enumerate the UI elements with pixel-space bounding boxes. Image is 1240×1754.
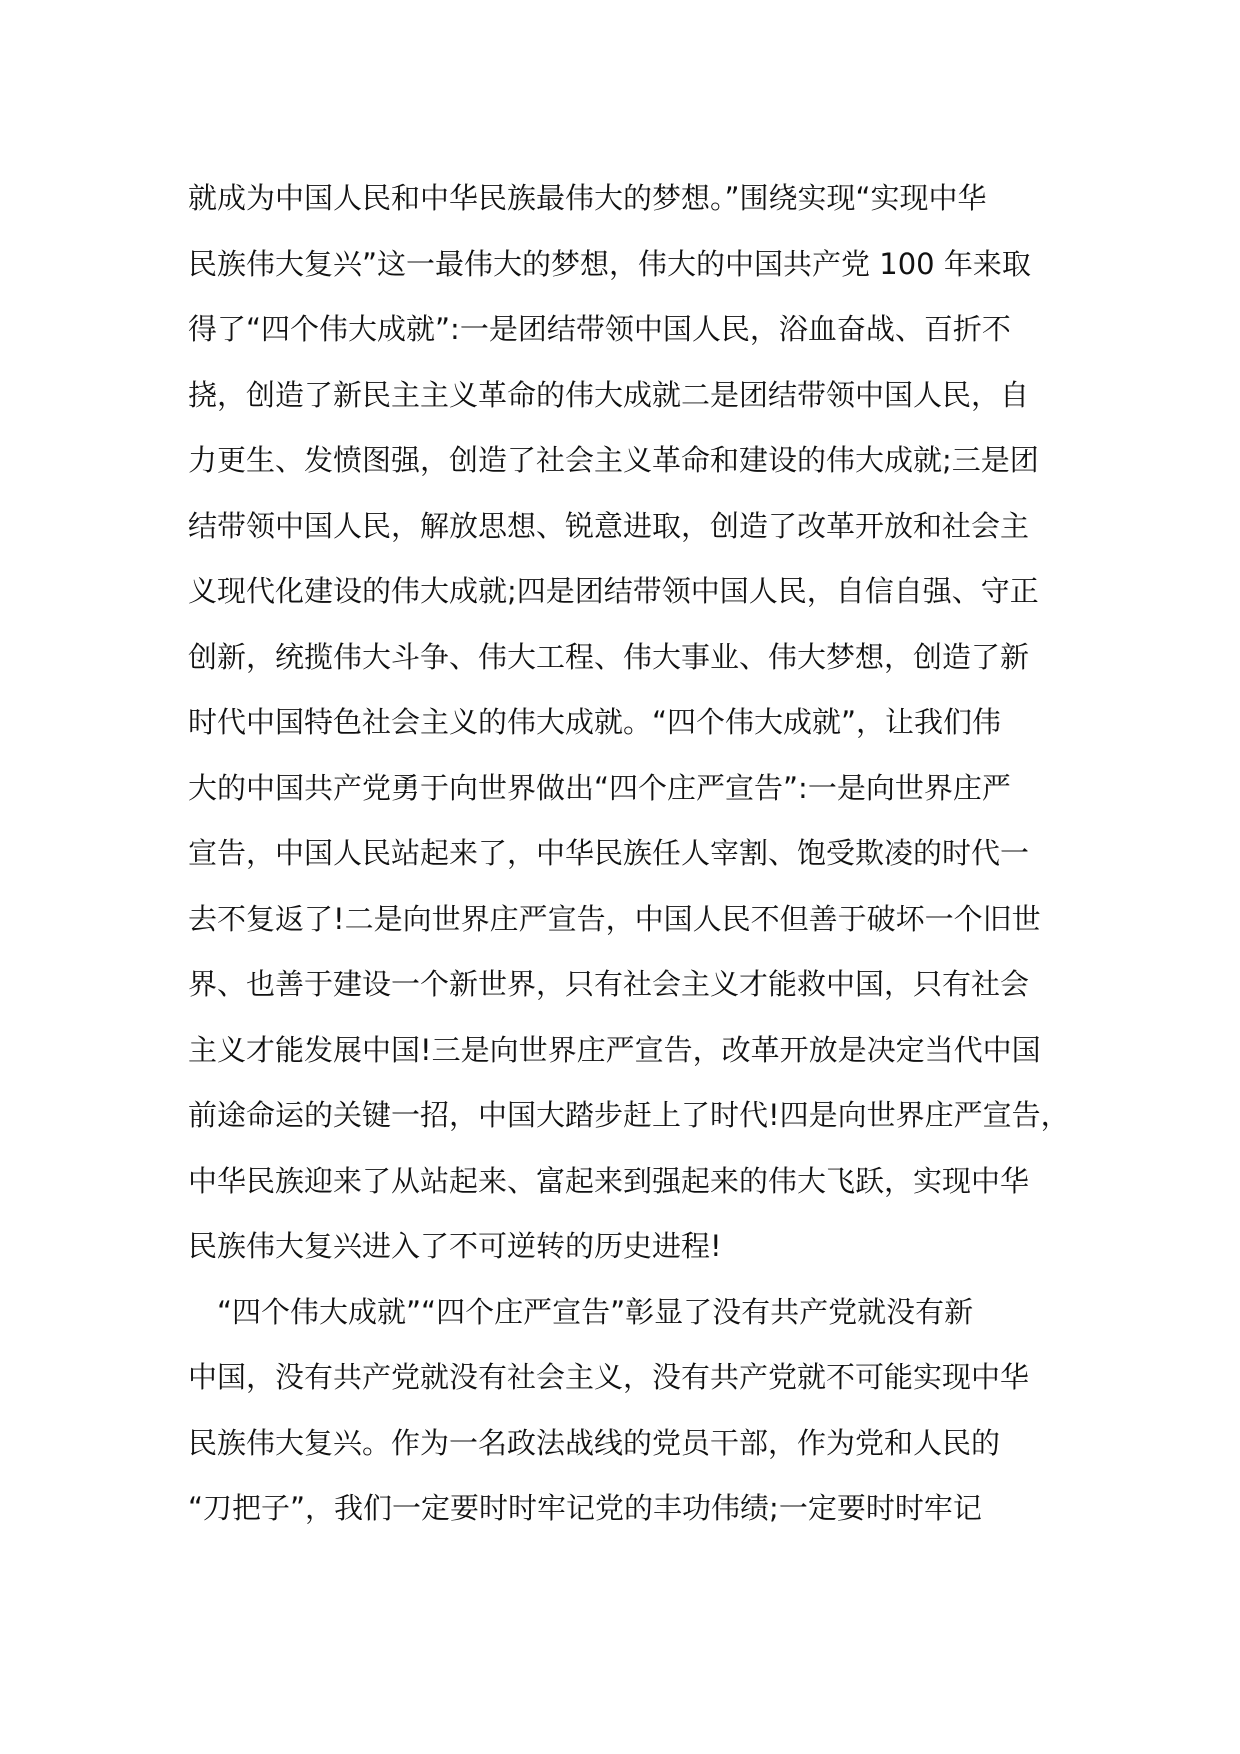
text-line: 民族伟大复兴。作为一名政法战线的党员干部，作为党和人民的 (188, 1425, 1001, 1460)
text-line: 就成为中国人民和中华民族最伟大的梦想。”围绕实现“实现中华 (188, 181, 987, 215)
body-text (188, 166, 1088, 1542)
text-line: 义现代化建设的伟大成就;四是团结带领中国人民，自信自强、守正 (188, 574, 1039, 608)
text-line: 得了“四个伟大成就”:一是团结带领中国人民，浴血奋战、百折不 (188, 312, 1011, 346)
text-line: 力更生、发愤图强，创造了社会主义革命和建设的伟大成就;三是团 (188, 443, 1039, 477)
text-line: 宣告，中国人民站起来了，中华民族任人宰割、饱受欺凌的时代一 (188, 836, 1030, 870)
text-line: 中华民族迎来了从站起来、富起来到强起来的伟大飞跃，实现中华 (188, 1163, 1030, 1198)
text-line: 民族伟大复兴”这一最伟大的梦想，伟大的中国共产党 100 年来取 (188, 246, 1031, 281)
text-line: 挠，创造了新民主主义革命的伟大成就二是团结带领中国人民，自 (188, 377, 1030, 412)
text-line: “刀把子”，我们一定要时时牢记党的丰功伟绩;一定要时时牢记 (188, 1491, 982, 1525)
text-line: 创新，统揽伟大斗争、伟大工程、伟大事业、伟大梦想，创造了新 (188, 639, 1030, 674)
text-line: 结带领中国人民，解放思想、锐意进取，创造了改革开放和社会主 (188, 508, 1030, 543)
text-line: 大的中国共产党勇于向世界做出“四个庄严宣告”:一是向世界庄严 (188, 770, 1011, 805)
text-line: 去不复返了!二是向世界庄严宣告，中国人民不但善于破坏一个旧世 (188, 901, 1041, 936)
text-line: 界、也善于建设一个新世界，只有社会主义才能救中国，只有社会 (188, 967, 1030, 1001)
text-line: 时代中国特色社会主义的伟大成就。“四个伟大成就”，让我们伟 (188, 705, 1002, 739)
text-line: “四个伟大成就”“四个庄严宣告”彰显了没有共产党就没有新 (188, 1294, 974, 1329)
text-line: 主义才能发展中国!三是向世界庄严宣告，改革开放是决定当代中国 (188, 1032, 1041, 1067)
text-line: 中国，没有共产党就没有社会主义，没有共产党就不可能实现中华 (188, 1360, 1030, 1394)
text-line: 民族伟大复兴进入了不可逆转的历史进程! (188, 1229, 722, 1263)
text-line: 前途命运的关键一招，中国大踏步赶上了时代!四是向世界庄严宣告， (188, 1098, 1070, 1132)
